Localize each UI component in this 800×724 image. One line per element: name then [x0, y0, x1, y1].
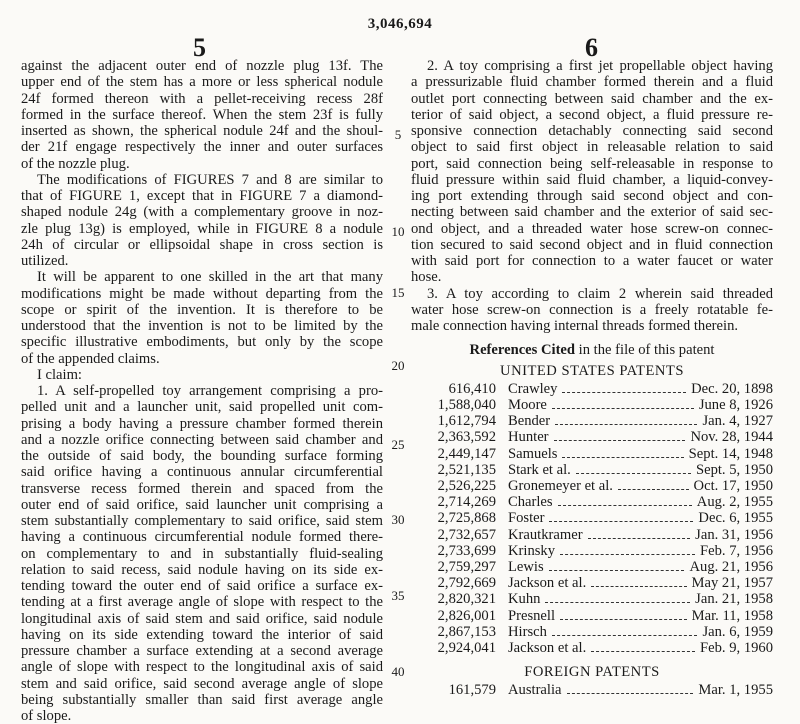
text-line: formed in the surface thereof. When the stem 23f is fully: [21, 106, 383, 123]
text-line: 24h of circular or ellipsoidal shape in cross section is: [21, 236, 383, 253]
paragraph: [21, 172, 383, 270]
text-line: 3. A toy according to claim 2 wherein said threaded: [427, 285, 773, 302]
leader-line: [567, 692, 694, 694]
reference-row: [411, 462, 773, 478]
text-line: of slope.: [21, 708, 72, 724]
text-line: I claim:: [37, 366, 82, 383]
reference-row: [411, 682, 773, 698]
reference-name: Hunter: [508, 429, 549, 446]
column-number-left: 5: [193, 33, 206, 62]
reference-number: 2,733,699: [437, 542, 496, 559]
paragraph: [21, 367, 383, 383]
text-line: The modifications of FIGURES 7 and 8 are similar to: [37, 171, 383, 188]
text-line: inserted as shown, the spherical nodule 24f and the shoul-: [21, 123, 383, 139]
margin-line-number: 35: [391, 588, 405, 603]
references-heading-rest: in the file of this patent: [575, 342, 715, 359]
text-line: having a continuous circumferential nodule formed there-: [21, 529, 383, 546]
text-line: said orifice having a continuous annular circumferential: [21, 464, 383, 481]
reference-row: [411, 543, 773, 559]
reference-date: Oct. 17, 1950: [693, 477, 773, 494]
text-line: zle plug 13g) is employed, while in FIGURE 8 a nodule: [21, 220, 383, 237]
claims-continued: [411, 58, 773, 334]
text-line: longitudinal axis of said stem and said orifice, said nodule: [21, 610, 383, 627]
text-line: of the nozzle plug.: [21, 155, 130, 172]
reference-date: Mar. 11, 1958: [691, 607, 773, 624]
reference-name: Jackson et al.: [508, 640, 587, 656]
reference-row: [411, 527, 773, 543]
text-line: prising a body having a pressure chamber formed therein: [21, 415, 383, 432]
text-line: tending at a first average angle of slope with respect to the: [21, 594, 383, 611]
reference-number: 2,725,868: [437, 510, 496, 527]
reference-number: 2,759,297: [437, 558, 496, 575]
reference-date: Sept. 5, 1950: [695, 461, 773, 478]
us-patents-heading: UNITED STATES PATENTS: [500, 362, 684, 379]
reference-date: Jan. 6, 1959: [702, 623, 773, 640]
text-line: a pressurizable fluid chamber formed therein and a fluid: [411, 74, 773, 91]
reference-date: Dec. 20, 1898: [691, 380, 773, 397]
reference-date: Dec. 6, 1955: [698, 510, 773, 527]
reference-date: Aug. 21, 1956: [689, 558, 773, 575]
reference-row: [411, 429, 773, 445]
text-line: fluid pressure within said fluid chamber, a liquid-convey-: [411, 171, 773, 188]
text-line: stem and said orifice, said second average angle of slope: [21, 675, 383, 692]
reference-number: 2,924,041: [437, 640, 496, 656]
margin-line-number: 15: [391, 285, 405, 300]
reference-name: Bender: [508, 413, 551, 430]
reference-number: 161,579: [448, 682, 496, 699]
reference-name: Gronemeyer et al.: [508, 477, 613, 494]
reference-name: Foster: [508, 510, 545, 527]
reference-name: Hirsch: [508, 623, 547, 640]
reference-row: [411, 413, 773, 429]
left-column: [21, 58, 383, 724]
leader-line: [552, 407, 694, 409]
text-line: terior of said object, a second object, a fluid pressure re-: [411, 106, 773, 123]
leader-line: [562, 391, 686, 393]
text-line: with said port for connection to a water faucet or water: [411, 253, 773, 269]
text-line: being substantially smaller than said first average angle: [21, 691, 383, 708]
reference-date: Jan. 21, 1958: [695, 591, 773, 608]
reference-date: June 8, 1926: [698, 396, 773, 413]
reference-date: Sept. 14, 1948: [688, 445, 773, 462]
reference-row: [411, 640, 773, 656]
references-heading-bold: References Cited: [469, 342, 576, 359]
reference-row: [411, 624, 773, 640]
reference-date: May 21, 1957: [691, 575, 773, 592]
reference-name: Kuhn: [508, 591, 541, 608]
patent-number: 3,046,694: [367, 16, 433, 32]
text-line: stem substantially complementary to said orifice, said stem: [21, 513, 383, 529]
reference-date: Feb. 7, 1956: [700, 542, 773, 559]
reference-date: Nov. 28, 1944: [690, 429, 773, 446]
reference-number: 2,449,147: [437, 445, 496, 462]
text-line: modifications might be made without departing from the: [21, 285, 383, 302]
leader-line: [618, 488, 689, 490]
reference-name: Moore: [508, 396, 547, 413]
text-line: port, said connection being self-releasable in response to: [411, 155, 773, 172]
reference-number: 2,521,135: [437, 461, 496, 478]
leader-line: [558, 504, 692, 506]
reference-number: 2,714,269: [437, 494, 496, 511]
text-line: der 21f engage respectively the inner and outer surfaces: [21, 139, 383, 156]
reference-row: [411, 608, 773, 624]
reference-row: [411, 575, 773, 591]
text-line: male connection having internal threads formed therein.: [411, 318, 739, 334]
text-line: shaped nodule 24g (with a complementary groove in noz-: [21, 204, 383, 221]
text-line: tion secured to said second object and in fluid connection: [411, 236, 773, 253]
paragraph: [21, 269, 383, 367]
text-line: 24f formed thereon with a pellet-receiving recess 28f: [21, 90, 383, 107]
text-line: on complementary to and in substantially fluid-sealing: [21, 545, 383, 562]
reference-name: Presnell: [508, 607, 556, 624]
leader-line: [545, 601, 690, 603]
margin-line-number: 25: [391, 437, 405, 452]
reference-name: Lewis: [508, 558, 544, 575]
us-patents-table: [411, 381, 773, 656]
reference-date: Mar. 1, 1955: [698, 682, 773, 699]
column-number-right: 6: [585, 33, 598, 62]
reference-number: 1,588,040: [437, 396, 496, 413]
reference-row: [411, 510, 773, 526]
text-line: object to said first object in releasable relation to said: [411, 139, 773, 156]
leader-line: [591, 585, 686, 587]
reference-name: Krautkramer: [508, 526, 583, 543]
text-line: the outside of said body, the bounding surface forming: [21, 448, 383, 464]
leader-line: [560, 618, 687, 620]
reference-number: 1,612,794: [437, 413, 496, 430]
text-line: relation to said recess, said nodule having on its side ex-: [21, 561, 383, 578]
foreign-patents-heading: FOREIGN PATENTS: [524, 664, 660, 681]
leader-line: [555, 423, 697, 425]
reference-date: Feb. 9, 1960: [700, 640, 773, 656]
reference-name: Krinsky: [508, 542, 556, 559]
text-line: hose.: [411, 269, 442, 286]
text-line: necting between said chamber and the exterior of said sec-: [411, 204, 773, 221]
leader-line: [560, 553, 695, 555]
reference-name: Jackson et al.: [508, 575, 587, 592]
reference-number: 2,820,321: [437, 591, 496, 608]
margin-line-number: 20: [391, 358, 405, 373]
margin-line-number: 5: [394, 127, 402, 142]
text-line: utilized.: [21, 253, 69, 269]
references-heading: [411, 342, 773, 358]
reference-row: [411, 494, 773, 510]
text-line: 2. A toy comprising a first jet propellable object having: [427, 58, 773, 74]
reference-row: [411, 397, 773, 413]
margin-line-number: 30: [391, 512, 405, 527]
text-line: ing port extending through said second object and con-: [411, 188, 773, 204]
text-line: of the appended claims.: [21, 350, 160, 367]
text-line: ond object, and a threaded water hose screw-on connec-: [411, 220, 773, 237]
reference-row: [411, 446, 773, 462]
margin-line-number: 10: [391, 224, 405, 239]
reference-number: 2,792,669: [437, 575, 496, 592]
text-line: that of FIGURE 1, except that in FIGURE 7 a diamond-: [21, 188, 383, 204]
leader-line: [591, 650, 695, 652]
reference-number: 2,867,153: [437, 623, 496, 640]
reference-row: [411, 591, 773, 607]
text-line: water hose screw-on connection is a freely rotatable fe-: [411, 301, 773, 318]
text-line: understood that the invention is not to be limited by the: [21, 318, 383, 334]
leader-line: [576, 472, 691, 474]
text-line: pressure chamber a surface extending at a second average: [21, 643, 383, 659]
reference-number: 2,363,592: [437, 429, 496, 446]
text-line: against the adjacent outer end of nozzle plug 13f. The: [21, 58, 383, 74]
text-line: upper end of the stem has a more or less spherical nodule: [21, 74, 383, 91]
text-line: specific illustrative embodiments, but only by the scope: [21, 334, 383, 351]
text-line: angle of slope with respect to the longitudinal axis of said: [21, 659, 383, 676]
leader-line: [549, 569, 685, 571]
text-line: It will be apparent to one skilled in the art that many: [37, 269, 383, 286]
leader-line: [554, 439, 686, 441]
text-line: having on its side extending toward the interior of said: [21, 626, 383, 643]
text-line: sponsive connection detachably connecting said second: [411, 123, 773, 139]
text-line: transverse recess formed therein and spaced from the: [21, 480, 383, 497]
text-line: scope or spirit of the invention. It is therefore to be: [21, 301, 383, 318]
reference-date: Jan. 31, 1956: [695, 526, 773, 543]
margin-line-number: 40: [391, 664, 405, 679]
foreign-patents-table: [411, 682, 773, 698]
paragraph: [411, 286, 773, 335]
reference-number: 2,732,657: [437, 526, 496, 543]
reference-date: Aug. 2, 1955: [696, 494, 773, 511]
reference-date: Jan. 4, 1927: [702, 413, 773, 430]
reference-row: [411, 478, 773, 494]
leader-line: [588, 537, 691, 539]
leader-line: [549, 520, 693, 522]
text-line: and a nozzle orifice connecting between said chamber and: [21, 431, 383, 448]
leader-line: [562, 456, 683, 458]
reference-name: Samuels: [508, 445, 558, 462]
reference-number: 616,410: [448, 380, 496, 397]
reference-name: Crawley: [508, 380, 558, 397]
reference-row: [411, 381, 773, 397]
paragraph: [21, 58, 383, 172]
right-column: [411, 58, 773, 699]
text-line: 1. A self-propelled toy arrangement comprising a pro-: [37, 383, 383, 399]
text-line: pelled unit and a launcher unit, said propelled unit com-: [21, 399, 383, 416]
reference-number: 2,826,001: [437, 607, 496, 624]
reference-number: 2,526,225: [437, 477, 496, 494]
reference-name: Australia: [508, 682, 562, 699]
text-line: outer end of said orifice, said launcher unit comprising a: [21, 496, 383, 513]
paragraph: [411, 58, 773, 286]
reference-row: [411, 559, 773, 575]
reference-name: Charles: [508, 494, 553, 511]
text-line: outlet port connecting between said chamber and the ex-: [411, 90, 773, 107]
paragraph: [21, 383, 383, 724]
reference-name: Stark et al.: [508, 461, 571, 478]
leader-line: [552, 634, 698, 636]
text-line: tending toward the outer end of said orifice a surface ex-: [21, 578, 383, 594]
